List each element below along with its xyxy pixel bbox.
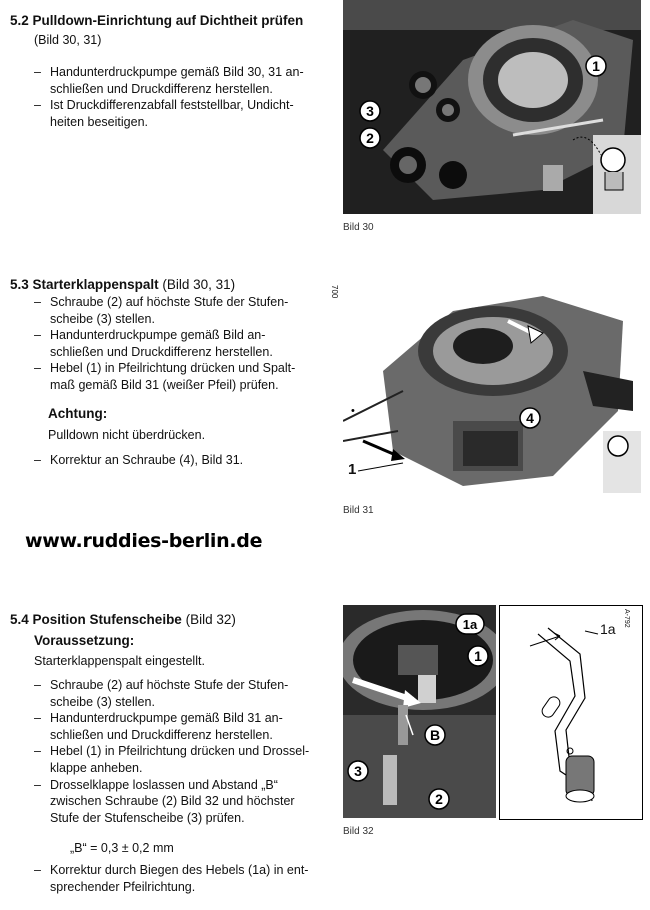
list-item: – Korrektur durch Biegen des Hebels (1a) in ent- sprechender Pfeilrichtung.	[30, 862, 330, 895]
section-5-3-title	[10, 276, 235, 293]
list-item: – Handunterdruckpumpe gemäß Bild an- schließen und Druckdifferenz herstellen.	[30, 327, 320, 360]
list-item: – Korrektur an Schraube (4), Bild 31.	[30, 452, 320, 469]
section-5-3-list	[30, 294, 320, 394]
figure-32-side-code: A-792	[623, 609, 630, 628]
section-5-2-title	[10, 12, 303, 29]
callout-1	[467, 645, 489, 672]
figure-32-drawing	[499, 605, 643, 820]
list-item: – Hebel (1) in Pfeilrichtung drücken und Spalt- maß gemäß Bild 31 (weißer Pfeil) prüfen.	[30, 360, 320, 393]
callout-1: 1	[348, 461, 357, 478]
website-url[interactable]: www.ruddies-berlin.de	[25, 530, 263, 552]
svg-text:2: 2	[435, 791, 443, 807]
callout-3	[347, 760, 369, 787]
figure-31-side-code: 700	[330, 285, 339, 299]
svg-text:•: •	[351, 405, 355, 417]
callout-2	[428, 788, 450, 815]
list-item: – Drosselklappe loslassen und Abstand „B“ zwischen Schraube (2) Bild 32 und höchster Stufe der Stufenscheibe (3) prüfen.	[30, 777, 330, 827]
list-item: – Schraube (2) auf höchste Stufe der Stufen- scheibe (3) stellen.	[30, 677, 330, 710]
section-number: 5.4	[10, 612, 29, 627]
drawing-label-1a: 1a	[600, 621, 616, 637]
section-5-2-list	[30, 64, 320, 130]
section-5-4-list	[30, 677, 330, 826]
callout-b	[424, 724, 446, 751]
section-title: Starterklappenspalt	[32, 277, 159, 292]
figure-32-caption: Bild 32	[343, 826, 374, 837]
callout-1a	[455, 613, 485, 640]
precondition-heading: Voraussetzung:	[34, 633, 135, 648]
list-item: – Hebel (1) in Pfeilrichtung drücken und Drossel- klappe anheben.	[30, 743, 330, 776]
section-title: Position Stufenscheibe	[32, 612, 182, 627]
list-item: – Ist Druckdifferenzabfall feststellbar, Undicht- heiten beseitigen.	[30, 97, 320, 130]
figure-30-photo	[343, 0, 641, 214]
section-number: 5.2	[10, 13, 29, 28]
svg-text:4: 4	[526, 410, 534, 426]
list-item: – Handunterdruckpumpe gemäß Bild 31 an- schließen und Druckdifferenz herstellen.	[30, 710, 330, 743]
figure-30-caption: Bild 30	[343, 222, 374, 233]
callout-2	[359, 127, 381, 154]
svg-text:3: 3	[354, 763, 362, 779]
svg-text:1: 1	[592, 58, 600, 74]
svg-text:B: B	[429, 727, 441, 743]
section-ref: (Bild 32)	[185, 612, 236, 627]
formula-b: „B“ = 0,3 ± 0,2 mm	[70, 841, 174, 855]
precondition-text: Starterklappenspalt eingestellt.	[34, 654, 205, 668]
section-title: Pulldown-Einrichtung auf Dichtheit prüfen	[32, 13, 304, 28]
section-number: 5.3	[10, 277, 29, 292]
callout-3	[359, 100, 381, 127]
svg-text:1a: 1a	[462, 617, 478, 632]
attention-text: Pulldown nicht überdrücken.	[48, 428, 206, 442]
section-ref: (Bild 30, 31)	[162, 277, 236, 292]
svg-text:1: 1	[474, 648, 482, 664]
attention-heading: Achtung:	[48, 406, 108, 421]
svg-text:3: 3	[366, 103, 374, 119]
section-5-2-ref: (Bild 30, 31)	[34, 33, 102, 47]
callout-4	[519, 407, 541, 434]
callout-1	[585, 55, 607, 82]
svg-text:2: 2	[366, 130, 374, 146]
figure-31-caption: Bild 31	[343, 505, 374, 516]
section-5-4-title	[10, 611, 236, 628]
section-5-4-list-2	[30, 862, 330, 895]
list-item: – Schraube (2) auf höchste Stufe der Stufen- scheibe (3) stellen.	[30, 294, 320, 327]
section-5-3-list-2	[30, 452, 320, 469]
figure-31-photo	[343, 281, 641, 493]
list-item: – Handunterdruckpumpe gemäß Bild 30, 31 an- schließen und Druckdifferenz herstellen.	[30, 64, 320, 97]
